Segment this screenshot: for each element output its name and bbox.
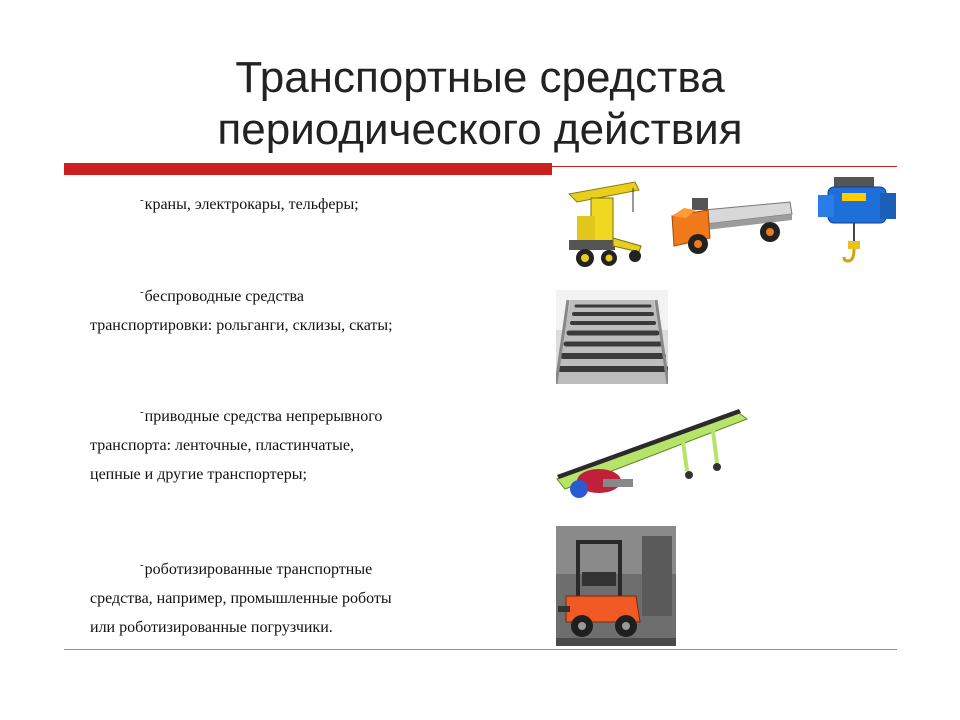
list-item-text: приводные средства непрерывного [144, 408, 383, 425]
crane-image [555, 174, 648, 270]
title-underline-thin [552, 166, 897, 167]
dash-marker: - [140, 194, 144, 206]
slide-title [0, 52, 960, 156]
roller-conveyor-image [556, 290, 668, 384]
list-item-text: роботизированные транспортные [144, 561, 373, 578]
title-underline-thick [64, 163, 552, 175]
list-item-powered-conveyors [90, 398, 510, 489]
list-item-text: транспорта: ленточные, пластинчатые, [90, 437, 354, 454]
forklift-robot-image [556, 526, 676, 646]
list-item-text: беспроводные средства [144, 288, 304, 305]
slide-title-line-1: Транспортные средства [235, 53, 725, 102]
list-item-gravity-conveyors [90, 278, 510, 340]
dash-marker: - [140, 406, 144, 418]
dash-marker: - [140, 286, 144, 298]
footer-rule [64, 649, 897, 650]
list-item-text: средства, например, промышленные роботы [90, 590, 392, 607]
slide-title-line-2: периодического действия [217, 105, 743, 154]
list-item-robotic-vehicles [90, 551, 510, 642]
electric-cart-image [664, 176, 796, 266]
list-item-text: цепные и другие транспортеры; [90, 466, 307, 483]
list-item-text: краны, электрокары, тельферы; [144, 196, 359, 213]
hoist-image [814, 171, 898, 270]
list-item-text: транспортировки: рольганги, склизы, скаты; [90, 317, 393, 334]
list-item-text: или роботизированные погрузчики. [90, 619, 333, 636]
dash-marker: - [140, 559, 144, 571]
belt-conveyor-image [553, 405, 751, 506]
list-item-cranes [90, 186, 510, 219]
